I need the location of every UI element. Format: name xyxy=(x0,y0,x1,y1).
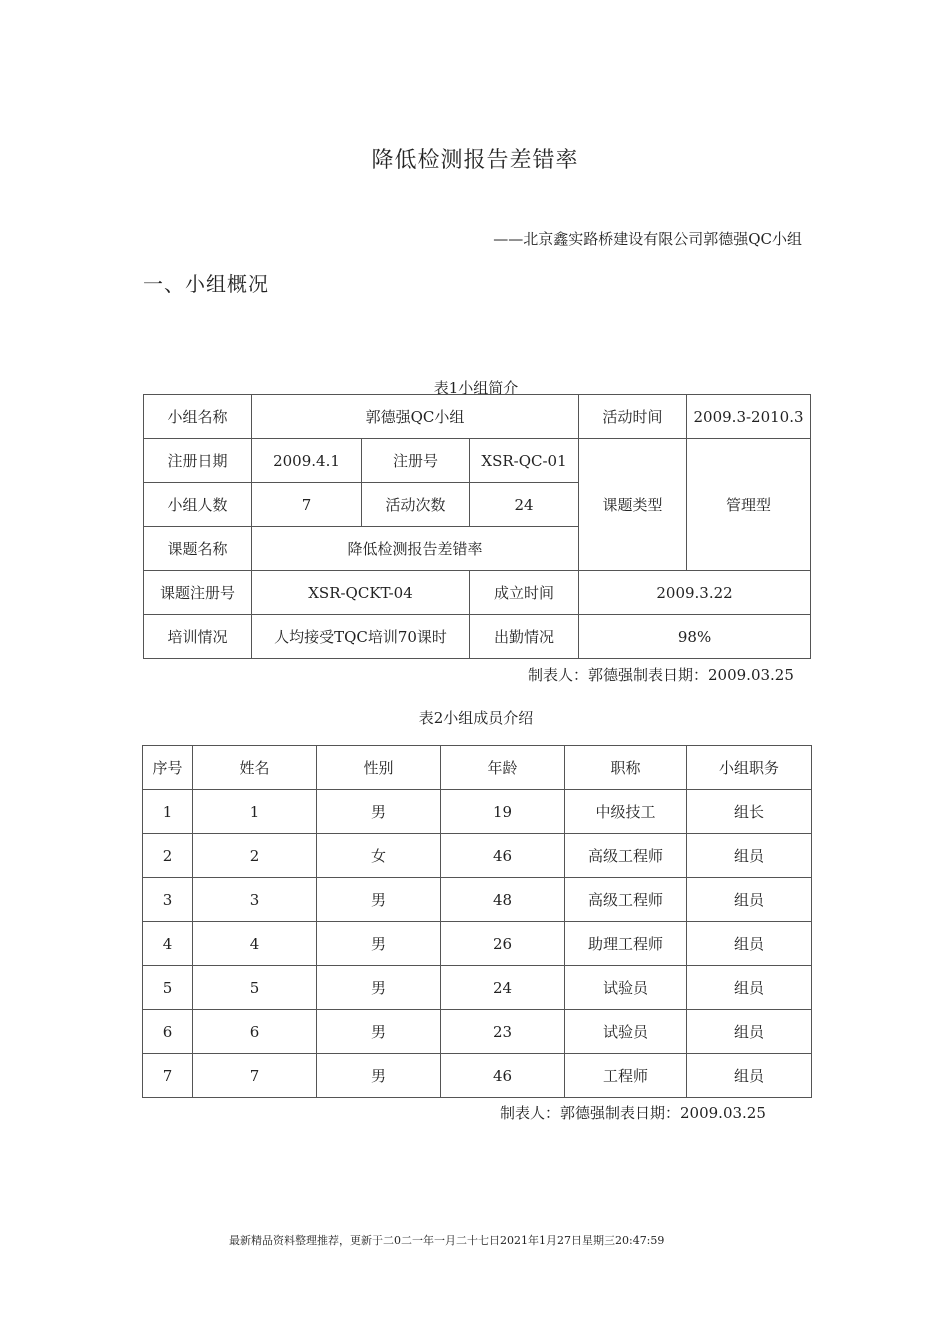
topic-reg-value: XSR-QCKT-04 xyxy=(252,571,470,615)
table-cell: 组长 xyxy=(687,790,812,834)
table-cell: 4 xyxy=(193,922,317,966)
topic-name-value: 降低检测报告差错率 xyxy=(252,527,579,571)
table-cell: 工程师 xyxy=(565,1054,687,1098)
activity-time-value: 2009.3-2010.3 xyxy=(687,395,811,439)
column-header: 小组职务 xyxy=(687,746,812,790)
table-cell: 2 xyxy=(143,834,193,878)
table-cell: 中级技工 xyxy=(565,790,687,834)
table-cell: 组员 xyxy=(687,1054,812,1098)
members-table xyxy=(142,745,812,1098)
table-cell: 男 xyxy=(317,966,441,1010)
table1-caption: 表1小组简介 xyxy=(433,379,519,397)
founded-value: 2009.3.22 xyxy=(579,571,811,615)
table-header-row xyxy=(143,746,812,790)
section-heading: 一、小组概况 xyxy=(143,272,269,296)
table-cell: 2 xyxy=(193,834,317,878)
activity-time-label: 活动时间 xyxy=(579,395,687,439)
group-name-value: 郭德强QC小组 xyxy=(252,395,579,439)
table-row xyxy=(144,395,811,439)
table-cell: 7 xyxy=(193,1054,317,1098)
table-cell: 19 xyxy=(441,790,565,834)
column-header: 职称 xyxy=(565,746,687,790)
attendance-label: 出勤情况 xyxy=(470,615,579,659)
table-cell: 3 xyxy=(143,878,193,922)
table-cell: 试验员 xyxy=(565,966,687,1010)
table-row xyxy=(144,439,811,483)
table-cell: 46 xyxy=(441,834,565,878)
table-row xyxy=(144,571,811,615)
table2-footer: 制表人：郭德强制表日期：2009.03.25 xyxy=(500,1104,766,1122)
table-cell: 高级工程师 xyxy=(565,878,687,922)
table2-caption: 表2小组成员介绍 xyxy=(418,709,534,727)
table-row xyxy=(143,834,812,878)
table-row xyxy=(143,1054,812,1098)
table-cell: 组员 xyxy=(687,1010,812,1054)
table-cell: 7 xyxy=(143,1054,193,1098)
table-cell: 男 xyxy=(317,878,441,922)
table1-footer: 制表人：郭德强制表日期：2009.03.25 xyxy=(528,666,794,684)
table-cell: 组员 xyxy=(687,878,812,922)
table-cell: 4 xyxy=(143,922,193,966)
training-label: 培训情况 xyxy=(144,615,252,659)
table-row xyxy=(143,1010,812,1054)
reg-date-label: 注册日期 xyxy=(144,439,252,483)
table-cell: 1 xyxy=(143,790,193,834)
group-profile-table xyxy=(143,394,811,659)
table-cell: 高级工程师 xyxy=(565,834,687,878)
table-row xyxy=(143,966,812,1010)
table-row xyxy=(143,790,812,834)
document-subtitle: ——北京鑫实路桥建设有限公司郭德强QC小组 xyxy=(493,230,802,248)
table-cell: 6 xyxy=(193,1010,317,1054)
table-cell: 46 xyxy=(441,1054,565,1098)
column-header: 姓名 xyxy=(193,746,317,790)
table-cell: 5 xyxy=(143,966,193,1010)
table-cell: 23 xyxy=(441,1010,565,1054)
members-label: 小组人数 xyxy=(144,483,252,527)
table-cell: 男 xyxy=(317,790,441,834)
reg-no-value: XSR-QC-01 xyxy=(470,439,579,483)
column-header: 序号 xyxy=(143,746,193,790)
bottom-note: 最新精品资料整理推荐，更新于二0二一年一月二十七日2021年1月27日星期三20:47:59 xyxy=(229,1234,665,1247)
table-row xyxy=(143,922,812,966)
activities-value: 24 xyxy=(470,483,579,527)
column-header: 年龄 xyxy=(441,746,565,790)
table-cell: 男 xyxy=(317,1054,441,1098)
table-cell: 助理工程师 xyxy=(565,922,687,966)
topic-type-label: 课题类型 xyxy=(579,439,687,571)
topic-type-value: 管理型 xyxy=(687,439,811,571)
table-cell: 26 xyxy=(441,922,565,966)
table-row xyxy=(143,878,812,922)
table-cell: 男 xyxy=(317,1010,441,1054)
activities-label: 活动次数 xyxy=(362,483,470,527)
table-cell: 试验员 xyxy=(565,1010,687,1054)
group-name-label: 小组名称 xyxy=(144,395,252,439)
table-cell: 组员 xyxy=(687,834,812,878)
table-cell: 5 xyxy=(193,966,317,1010)
document-title: 降低检测报告差错率 xyxy=(371,148,579,173)
table-cell: 组员 xyxy=(687,966,812,1010)
topic-name-label: 课题名称 xyxy=(144,527,252,571)
table-cell: 男 xyxy=(317,922,441,966)
table-cell: 24 xyxy=(441,966,565,1010)
table-cell: 组员 xyxy=(687,922,812,966)
table-cell: 女 xyxy=(317,834,441,878)
table-cell: 48 xyxy=(441,878,565,922)
table-cell: 1 xyxy=(193,790,317,834)
founded-label: 成立时间 xyxy=(470,571,579,615)
reg-date-value: 2009.4.1 xyxy=(252,439,362,483)
column-header: 性别 xyxy=(317,746,441,790)
table-row xyxy=(144,615,811,659)
topic-reg-label: 课题注册号 xyxy=(144,571,252,615)
reg-no-label: 注册号 xyxy=(362,439,470,483)
members-value: 7 xyxy=(252,483,362,527)
table-cell: 3 xyxy=(193,878,317,922)
attendance-value: 98% xyxy=(579,615,811,659)
training-value: 人均接受TQC培训70课时 xyxy=(252,615,470,659)
table-cell: 6 xyxy=(143,1010,193,1054)
